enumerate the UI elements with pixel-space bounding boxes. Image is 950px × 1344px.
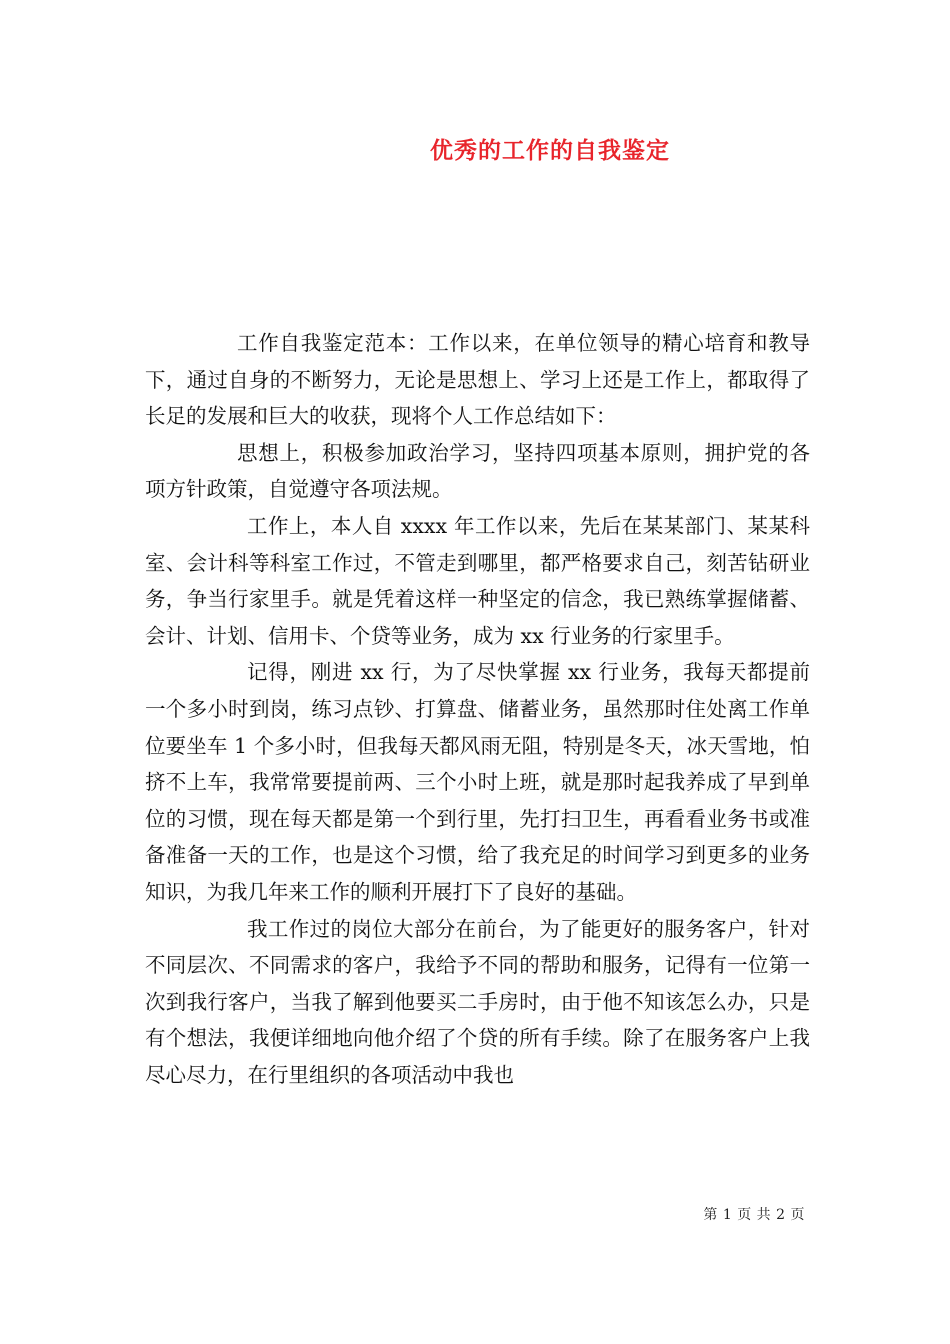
page-number-footer: 第 1 页 共 2 页 xyxy=(703,1207,805,1223)
document-title: 优秀的工作的自我鉴定 xyxy=(430,137,670,164)
paragraph-service: 我工作过的岗位大部分在前台，为了能更好的服务客户，针对不同层次、不同需求的客户，我给予不同的帮助和服务，记得有一位第一次到我行客户，当我了解到他要买二手房时，由于他不知该怎么办，只是有个想法，我便详细地向他介绍了个贷的所有手续。除了在服务客户上我尽心尽力，在行里组织的各项活动中我也 xyxy=(145,916,810,1087)
paragraph-memory: 记得，刚进 xx 行，为了尽快掌握 xx 行业务，我每天都提前一个多小时到岗，练习点钞、打算盘、储蓄业务，虽然那时住处离工作单位要坐车 1 个多小时，但我每天都风雨无阻，特别是冬天，冰天雪地，怕挤不上车，我常常要提前两、三个小时上班，就是那时起我养成了早到单位的习惯，现在每天都是第一个到行里，先打扫卫生，再看看业务书或准备准备一天的工作，也是这个习惯，给了我充足的时间学习到更多的业务知识，为我几年来工作的顺利开展打下了良好的基础。 xyxy=(145,660,810,904)
paragraph-intro: 工作自我鉴定范本：工作以来，在单位领导的精心培育和教导下，通过自身的不断努力，无论是思想上、学习上还是工作上，都取得了长足的发展和巨大的收获，现将个人工作总结如下： xyxy=(145,331,810,429)
paragraph-work: 工作上，本人自 xxxx 年工作以来，先后在某某部门、某某科室、会计科等科室工作过，不管走到哪里，都严格要求自己，刻苦钻研业务，争当行家里手。就是凭着这样一种坚定的信念，我已熟练掌握储蓄、会计、计划、信用卡、个贷等业务，成为 xx 行业务的行家里手。 xyxy=(145,513,810,648)
document-body xyxy=(145,325,810,1093)
paragraph-thought: 思想上，积极参加政治学习，坚持四项基本原则，拥护党的各项方针政策，自觉遵守各项法规。 xyxy=(145,440,810,502)
